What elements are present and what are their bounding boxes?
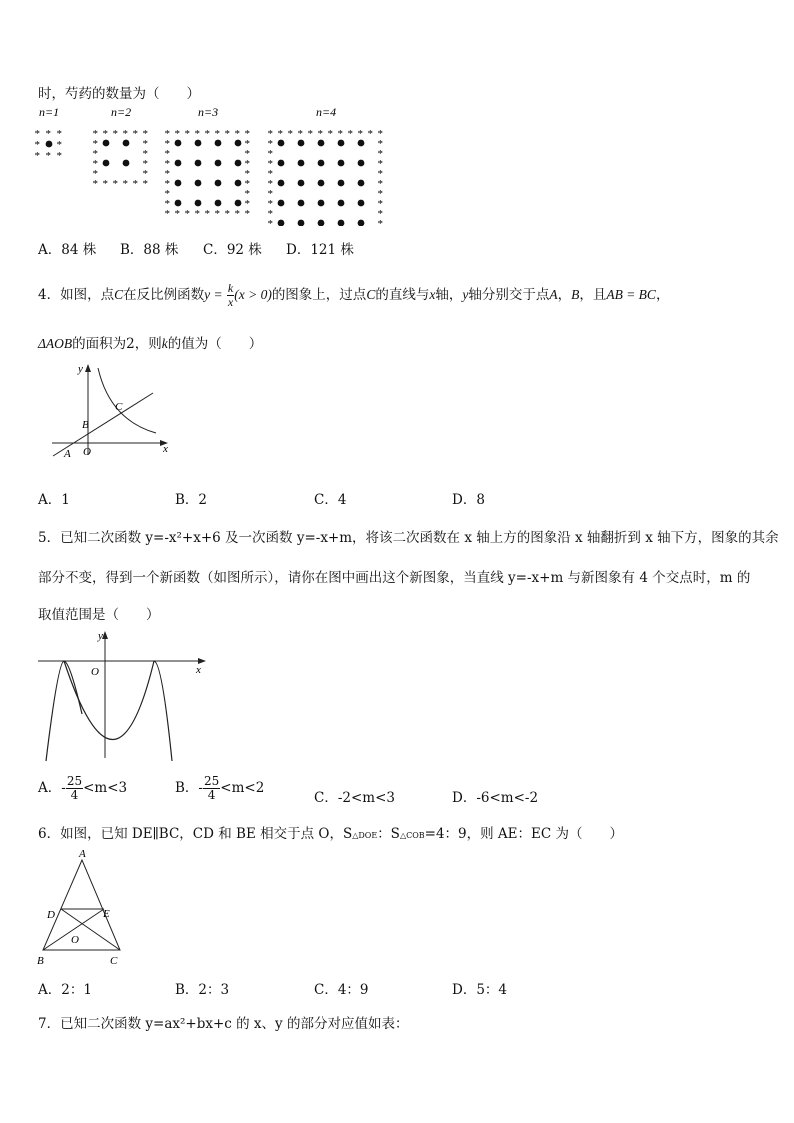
q3-star: * bbox=[224, 208, 230, 220]
q3-star: * bbox=[277, 128, 283, 140]
q3-star: * bbox=[164, 168, 170, 180]
q3-star: * bbox=[267, 218, 273, 226]
q3-dot bbox=[358, 160, 365, 167]
q3-star: * bbox=[267, 138, 273, 150]
q3-star: * bbox=[92, 138, 98, 150]
q4-hyperbola bbox=[98, 368, 156, 433]
q3-star: * bbox=[92, 128, 98, 140]
q3-dot bbox=[175, 180, 182, 187]
q3-star: * bbox=[204, 208, 210, 220]
q3-star: * bbox=[34, 128, 40, 140]
q3-dot bbox=[195, 180, 202, 187]
q3-star: * bbox=[34, 150, 40, 162]
q3-star: * bbox=[377, 188, 383, 200]
q3-dot bbox=[103, 140, 110, 147]
q3-star: * bbox=[142, 158, 148, 170]
q5-option-a: A．- $\frac{25}{4}$ <m<3 bbox=[38, 774, 128, 802]
q3-star: * bbox=[142, 178, 148, 190]
q3-dot bbox=[215, 160, 222, 167]
q3-dot bbox=[215, 200, 222, 207]
q3-dot bbox=[318, 160, 325, 167]
q3-tail: 时，芍药的数量为（ ） bbox=[38, 86, 200, 102]
q3-dot bbox=[358, 140, 365, 147]
q3-star: * bbox=[377, 178, 383, 190]
q4-fig-A: A bbox=[64, 448, 71, 460]
q3-dot bbox=[215, 140, 222, 147]
q3-star: * bbox=[307, 128, 313, 140]
q3-star: * bbox=[377, 158, 383, 170]
q3-star: * bbox=[267, 128, 273, 140]
q3-star: * bbox=[184, 208, 190, 220]
q3-star: * bbox=[244, 158, 250, 170]
q3-star: * bbox=[244, 148, 250, 160]
q3-star: * bbox=[267, 158, 273, 170]
q3-star: * bbox=[267, 178, 273, 190]
q3-star: * bbox=[377, 148, 383, 160]
q3-star: * bbox=[327, 128, 333, 140]
q4-option-c: C．4 bbox=[314, 492, 347, 508]
q6-option-b: B．2：3 bbox=[175, 982, 230, 998]
q3-dot bbox=[235, 200, 242, 207]
q3-dot bbox=[318, 220, 325, 226]
q3-star: * bbox=[164, 178, 170, 190]
q3-star: * bbox=[267, 148, 273, 160]
q3-dot bbox=[318, 180, 325, 187]
q6-fig-E: E bbox=[103, 908, 110, 920]
q6-fig-D: D bbox=[47, 909, 55, 921]
q3-dot bbox=[338, 180, 345, 187]
q3-star: * bbox=[287, 128, 293, 140]
q4-fig-y: y bbox=[78, 363, 83, 375]
q5-fig-O: O bbox=[91, 666, 99, 678]
q3-star: * bbox=[234, 128, 240, 140]
q3-star: * bbox=[244, 208, 250, 220]
q3-star: * bbox=[174, 128, 180, 140]
q3-dot bbox=[46, 141, 53, 148]
q3-star: * bbox=[56, 150, 62, 162]
q3-dot bbox=[175, 200, 182, 207]
q3-star: * bbox=[142, 138, 148, 150]
q3-star: * bbox=[244, 168, 250, 180]
q3-pattern-figure bbox=[30, 104, 390, 226]
q3-star: * bbox=[56, 128, 62, 140]
q3-star: * bbox=[234, 208, 240, 220]
q5-y-arrow bbox=[102, 631, 108, 639]
q3-star: * bbox=[194, 128, 200, 140]
q3-dot bbox=[298, 200, 305, 207]
q3-dot bbox=[123, 140, 130, 147]
q3-star: * bbox=[214, 208, 220, 220]
q3-star: * bbox=[244, 178, 250, 190]
q3-dot bbox=[195, 200, 202, 207]
q3-dot bbox=[278, 200, 285, 207]
q3-star: * bbox=[132, 128, 138, 140]
q5-flipped-left bbox=[46, 661, 82, 761]
q3-dot bbox=[358, 220, 365, 226]
q3-dot bbox=[235, 180, 242, 187]
q4-line bbox=[53, 393, 153, 456]
q3-dot bbox=[358, 180, 365, 187]
q6-option-c: C．4：9 bbox=[314, 982, 369, 998]
q3-star: * bbox=[267, 188, 273, 200]
q3-star: * bbox=[317, 128, 323, 140]
q3-option-d: D．121 株 bbox=[286, 242, 354, 258]
q5-parabola bbox=[64, 661, 154, 740]
q3-star: * bbox=[377, 138, 383, 150]
q5-option-c: C．-2<m<3 bbox=[314, 790, 395, 806]
q3-star: * bbox=[164, 198, 170, 210]
q3-star: * bbox=[347, 128, 353, 140]
q3-star: * bbox=[45, 150, 51, 162]
q3-star: * bbox=[267, 198, 273, 210]
q5-fig-y: y bbox=[98, 630, 103, 642]
q6-figure bbox=[34, 846, 134, 971]
q3-star: * bbox=[267, 208, 273, 220]
q5-right-branch bbox=[154, 661, 172, 761]
q4-option-a: A．1 bbox=[38, 492, 70, 508]
q3-star: * bbox=[267, 168, 273, 180]
q3-star: * bbox=[56, 139, 62, 151]
q3-dot bbox=[195, 160, 202, 167]
q3-option-a: A．84 株 bbox=[38, 242, 97, 258]
q3-star: * bbox=[112, 128, 118, 140]
q6-fig-B: B bbox=[37, 955, 44, 967]
q3-dot bbox=[278, 160, 285, 167]
q4-stem-line2: ΔAOB的面积为2，则k的值为（ ） bbox=[38, 336, 263, 352]
q3-label-n1: n=1 bbox=[39, 105, 60, 119]
q3-label-n4: n=4 bbox=[316, 105, 337, 119]
q5-stem-line3: 取值范围是（ ） bbox=[38, 607, 160, 623]
q3-star: * bbox=[112, 178, 118, 190]
q5-fig-x: x bbox=[196, 664, 201, 676]
q4-figure bbox=[48, 360, 178, 465]
q6-fig-C: C bbox=[110, 955, 118, 967]
q3-star: * bbox=[244, 128, 250, 140]
q3-option-b: B．88 株 bbox=[120, 242, 179, 258]
q6-option-d: D．5：4 bbox=[452, 982, 508, 998]
q3-star: * bbox=[377, 198, 383, 210]
q3-star: * bbox=[214, 128, 220, 140]
q3-star: * bbox=[164, 148, 170, 160]
q3-star: * bbox=[92, 158, 98, 170]
q7-stem: 7．已知二次函数 y=ax²+bx+c 的 x、y 的部分对应值如表： bbox=[38, 1016, 409, 1032]
q4-y-arrow bbox=[85, 364, 91, 372]
q3-star: * bbox=[244, 138, 250, 150]
q6-fig-O: O bbox=[71, 934, 79, 946]
q3-star: * bbox=[122, 128, 128, 140]
q3-star: * bbox=[164, 128, 170, 140]
q3-dot bbox=[175, 160, 182, 167]
q3-label-n3: n=3 bbox=[198, 105, 219, 119]
q3-star: * bbox=[92, 168, 98, 180]
q3-label-n2: n=2 bbox=[111, 105, 132, 119]
q3-star: * bbox=[224, 128, 230, 140]
q3-star: * bbox=[367, 128, 373, 140]
q3-star: * bbox=[204, 128, 210, 140]
q5-stem-line1: 5．已知二次函数 y=-x²+x+6 及一次函数 y=-x+m，将该二次函数在 x 轴上方的图象沿 x 轴翻折到 x 轴下方，图象的其余 bbox=[38, 530, 779, 546]
q3-star: * bbox=[184, 128, 190, 140]
q3-dot bbox=[298, 160, 305, 167]
q3-dot bbox=[215, 180, 222, 187]
q3-star: * bbox=[92, 148, 98, 160]
q3-dot bbox=[278, 140, 285, 147]
q3-dot bbox=[318, 200, 325, 207]
q3-star: * bbox=[102, 128, 108, 140]
q3-star: * bbox=[122, 178, 128, 190]
q3-dot bbox=[338, 220, 345, 226]
q4-fig-x: x bbox=[163, 443, 168, 455]
q3-dot bbox=[338, 160, 345, 167]
q3-star: * bbox=[164, 158, 170, 170]
q3-star: * bbox=[164, 138, 170, 150]
q3-dot bbox=[298, 140, 305, 147]
q3-star: * bbox=[164, 188, 170, 200]
q3-dot bbox=[175, 140, 182, 147]
q3-star: * bbox=[194, 208, 200, 220]
q3-dot bbox=[358, 200, 365, 207]
q3-star: * bbox=[377, 208, 383, 220]
q3-dot bbox=[298, 220, 305, 226]
q3-star: * bbox=[337, 128, 343, 140]
q4-fig-C: C bbox=[115, 401, 123, 413]
q3-star: * bbox=[174, 208, 180, 220]
q5-option-d: D．-6<m<-2 bbox=[452, 790, 539, 806]
q3-star: * bbox=[102, 178, 108, 190]
q6-triangle-abc bbox=[43, 860, 120, 950]
q6-stem: 6．如图，已知 DE∥BC，CD 和 BE 相交于点 O，S△DOE：S△COB=4：9，则 AE：EC 为（ ） bbox=[38, 826, 624, 842]
q3-dot bbox=[318, 140, 325, 147]
q3-star: * bbox=[164, 208, 170, 220]
q4-fig-O: O bbox=[83, 446, 91, 458]
q3-dot bbox=[235, 160, 242, 167]
q3-star: * bbox=[357, 128, 363, 140]
q3-star: * bbox=[142, 168, 148, 180]
q3-star: * bbox=[142, 128, 148, 140]
q3-dot bbox=[103, 160, 110, 167]
q4-option-d: D．8 bbox=[452, 492, 485, 508]
q3-star: * bbox=[377, 128, 383, 140]
q3-dot bbox=[123, 160, 130, 167]
q3-dot bbox=[298, 180, 305, 187]
q3-star: * bbox=[92, 178, 98, 190]
q3-option-c: C．92 株 bbox=[203, 242, 262, 258]
q3-star: * bbox=[244, 188, 250, 200]
q5-option-b: B．- $\frac{25}{4}$ <m<2 bbox=[175, 774, 265, 802]
q5-figure bbox=[36, 628, 211, 763]
q3-star: * bbox=[244, 198, 250, 210]
q5-stem-line2: 部分不变，得到一个新函数（如图所示），请你在图中画出这个新图象，当直线 y=-x+m 与新图象有 4 个交点时，m 的 bbox=[38, 570, 751, 586]
q3-star: * bbox=[132, 178, 138, 190]
q3-star: * bbox=[142, 148, 148, 160]
q3-star: * bbox=[297, 128, 303, 140]
q3-star: * bbox=[34, 139, 40, 151]
q4-option-b: B．2 bbox=[175, 492, 208, 508]
q3-dot bbox=[278, 180, 285, 187]
q3-star: * bbox=[45, 128, 51, 140]
q3-star: * bbox=[377, 218, 383, 226]
q3-dot bbox=[235, 140, 242, 147]
q3-star: * bbox=[377, 168, 383, 180]
q3-dot bbox=[278, 220, 285, 226]
q6-fig-A: A bbox=[79, 848, 86, 860]
q3-dot bbox=[338, 200, 345, 207]
q3-dot bbox=[195, 140, 202, 147]
q4-fig-B: B bbox=[82, 419, 89, 431]
q6-option-a: A．2：1 bbox=[38, 982, 92, 998]
q3-dot bbox=[338, 140, 345, 147]
q4-stem-line1: 4．如图，点C在反比例函数y = $\frac{k}{x}$ (x > 0)的图象上，过点C的直线与x轴，y轴分别交于点A，B，且AB = BC， bbox=[38, 281, 670, 309]
